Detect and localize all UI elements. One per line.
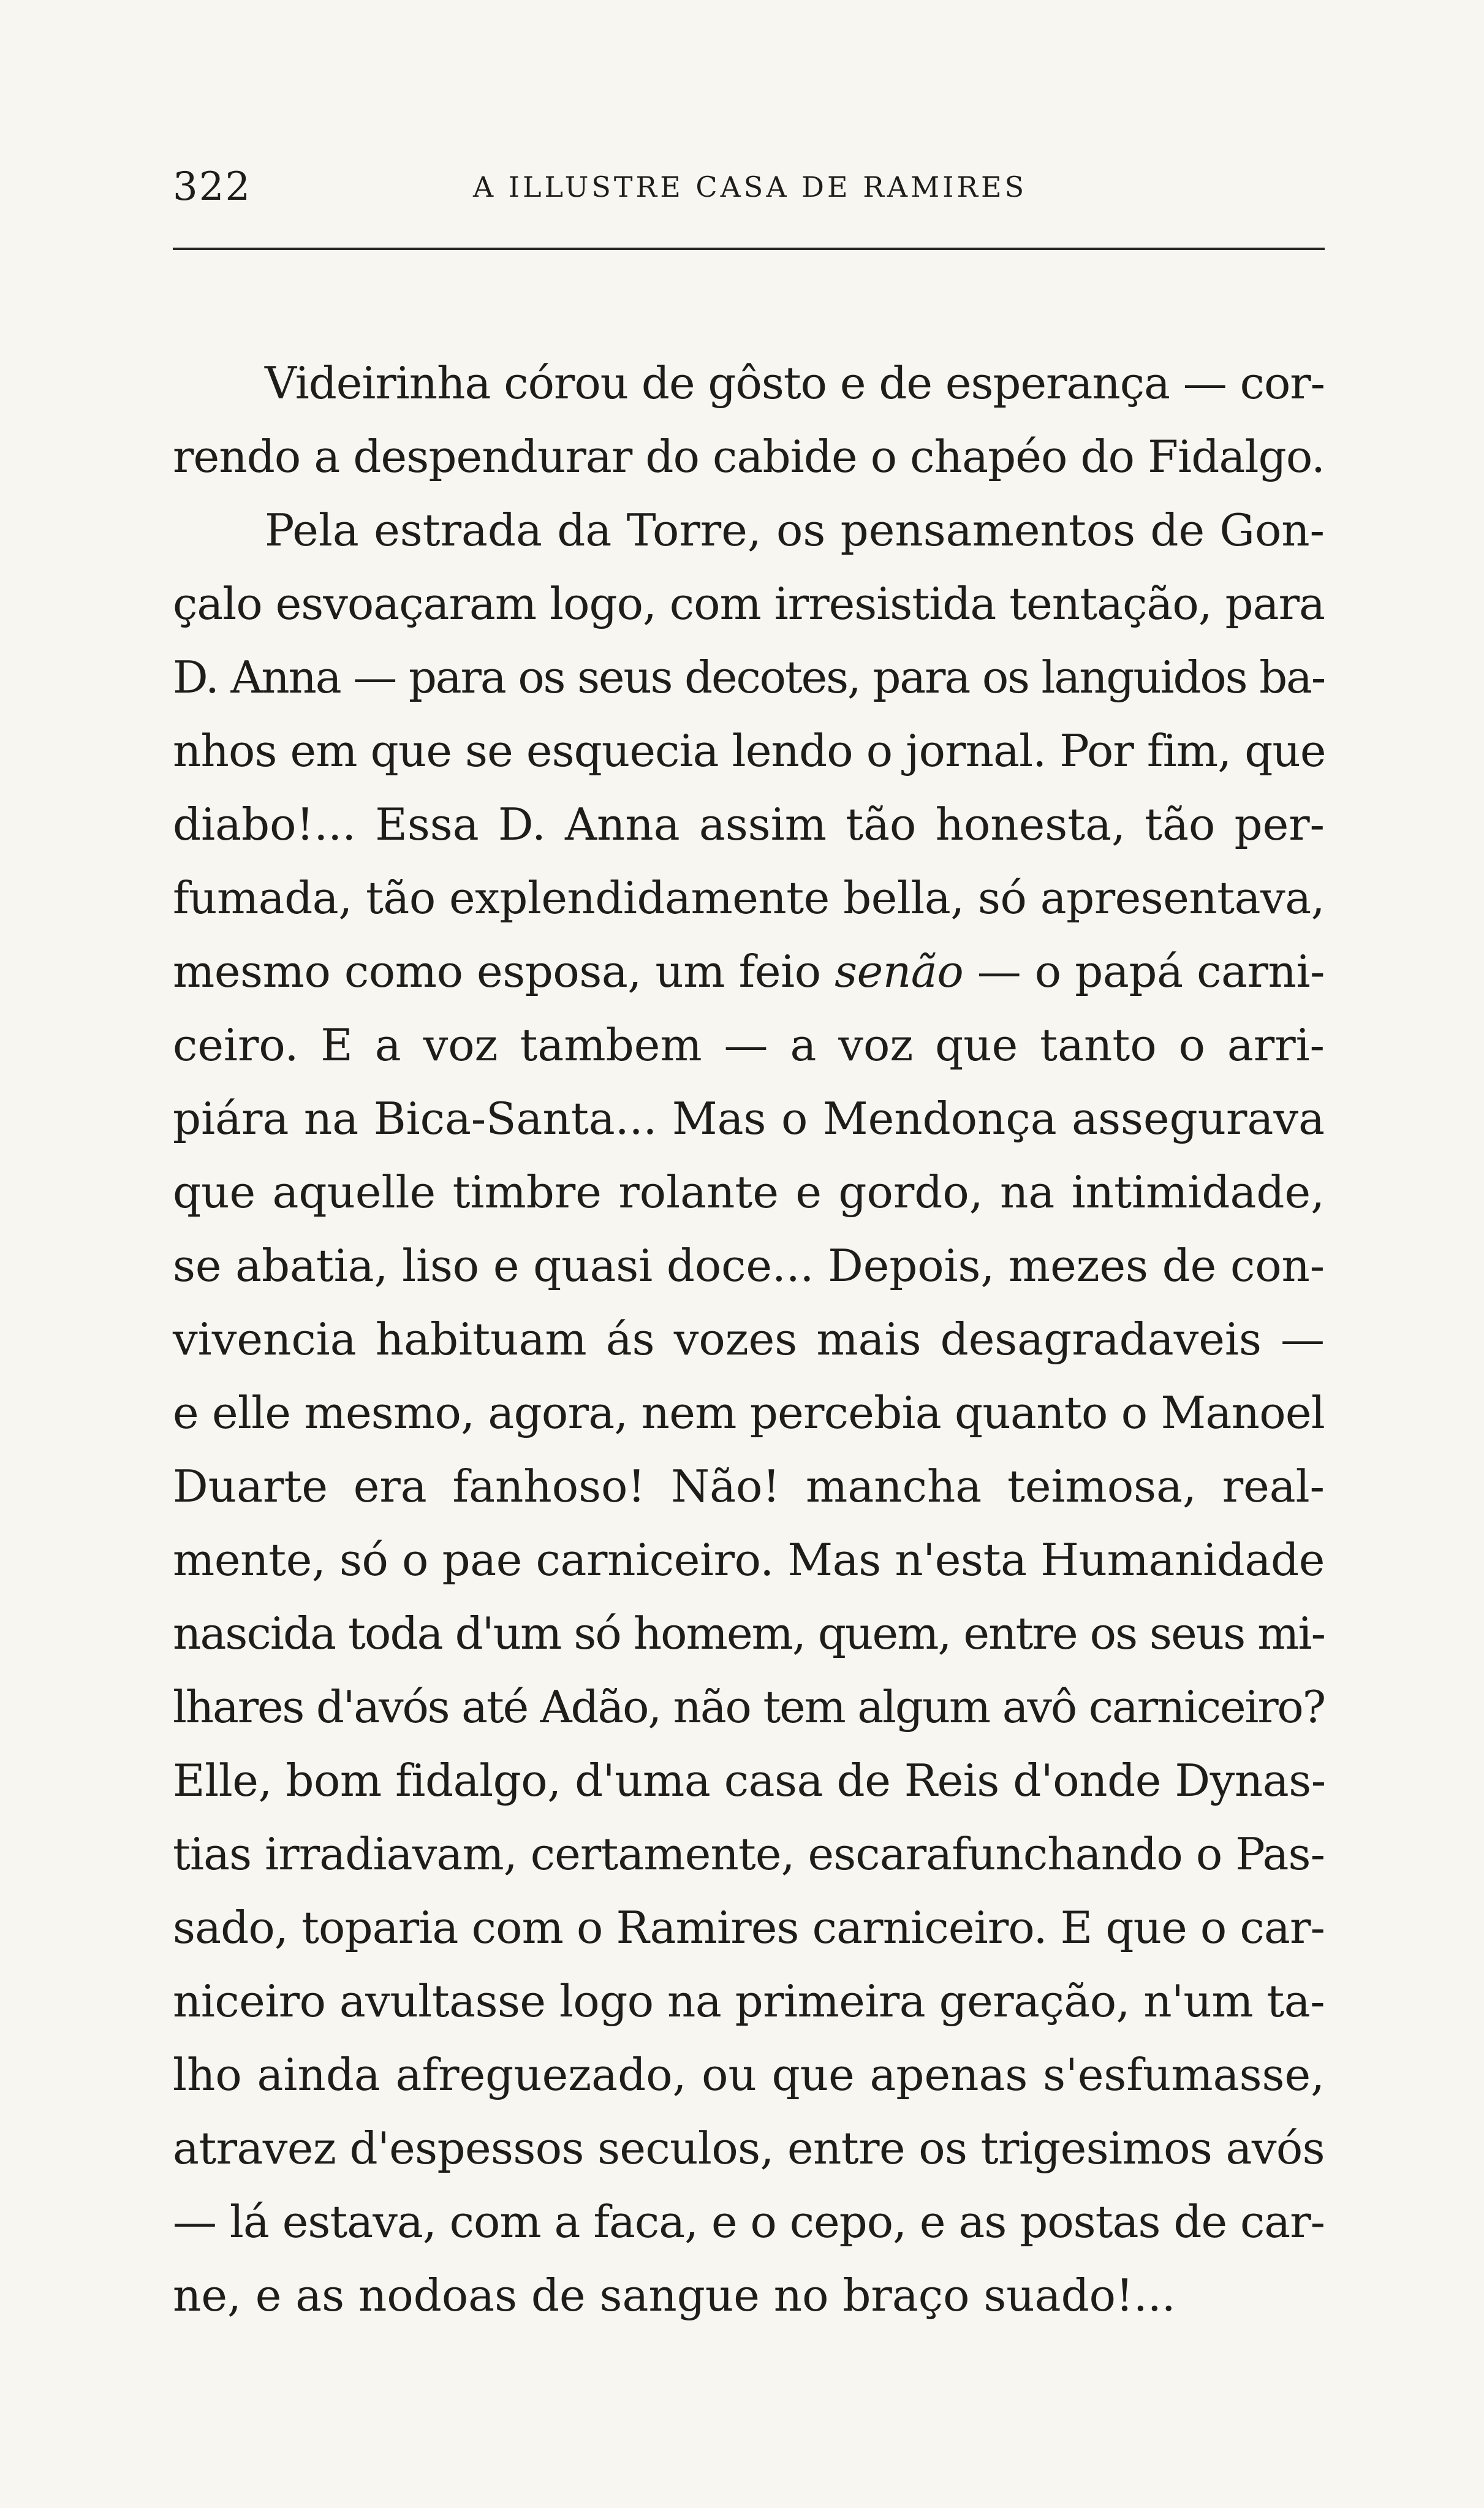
text-line [173, 1523, 1325, 1597]
text-segment: Pela estrada da Torre, os pensamentos de Gon- [265, 504, 1325, 556]
page-number: 322 [173, 164, 252, 210]
text-line [173, 493, 1325, 567]
text-line [173, 788, 1325, 861]
running-title: A ILLUSTRE CASA DE RAMIRES [473, 170, 1028, 203]
text-segment: tias irradiavam, certamente, escarafunchando o Pas- [173, 1828, 1325, 1880]
text-segment: piára na Bica-Santa... Mas o Mendonça assegurava [173, 1093, 1325, 1144]
text-line [173, 346, 1325, 420]
text-segment: nhos em que se esquecia lendo o jornal. Por fim, que [173, 725, 1326, 777]
text-line [173, 1008, 1325, 1082]
text-segment: nascida toda d'um só homem, quem, entre os seus mi- [173, 1608, 1325, 1659]
text-line [173, 1964, 1325, 2038]
text-segment: lho ainda afreguezado, ou que apenas s'esfumasse, [173, 2049, 1325, 2100]
text-line [173, 1670, 1325, 1744]
text-line [173, 1817, 1325, 1891]
text-segment: ne, e as nodoas de sangue no braço suado!... [173, 2270, 1176, 2321]
italic-word: senão [835, 946, 964, 997]
text-line [173, 935, 1325, 1008]
text-segment: — o papá carni- [963, 946, 1325, 997]
text-line [173, 1744, 1325, 1817]
text-segment: lhares d'avós até Adão, não tem algum avô carniceiro? [173, 1681, 1325, 1733]
text-segment: que aquelle timbre rolante e gordo, na intimidade, [173, 1166, 1325, 1218]
body-text [173, 346, 1325, 2332]
text-line [173, 2259, 1325, 2332]
text-segment: e elle mesmo, agora, nem percebia quanto o Manoel [173, 1387, 1325, 1438]
text-segment: se abatia, liso e quasi doce... Depois, mezes de con- [173, 1240, 1325, 1291]
text-segment: çalo esvoaçaram logo, com irresistida tentação, para [173, 578, 1325, 629]
text-line [173, 714, 1325, 788]
text-line [173, 1302, 1325, 1376]
text-segment: niceiro avultasse logo na primeira geração, n'um ta- [173, 1975, 1325, 2027]
text-segment: Duarte era fanhoso! Não! mancha teimosa, real- [173, 1461, 1325, 1512]
text-line [173, 640, 1325, 714]
text-line [173, 2185, 1325, 2259]
text-segment: Elle, bom fidalgo, d'uma casa de Reis d'onde Dynas- [173, 1755, 1326, 1806]
text-segment: fumada, tão explendidamente bella, só apresentava, [173, 872, 1325, 924]
page-header [173, 164, 1325, 219]
text-segment: — lá estava, com a faca, e o cepo, e as postas de car- [173, 2196, 1325, 2248]
text-line [173, 1450, 1325, 1523]
text-line [173, 1155, 1325, 1229]
text-line [173, 1597, 1325, 1670]
text-segment: mente, só o pae carniceiro. Mas n'esta Humanidade [173, 1534, 1325, 1586]
text-segment: vivencia habituam ás vozes mais desagradaveis — [173, 1313, 1325, 1365]
header-rule [173, 248, 1325, 250]
text-segment: atravez d'espessos seculos, entre os trigesimos avós [173, 2122, 1325, 2174]
text-segment: ceiro. E a voz tambem — a voz que tanto o arri- [173, 1019, 1325, 1071]
text-segment: sado, toparia com o Ramires carniceiro. E que o car- [173, 1902, 1325, 1953]
text-line [173, 567, 1325, 640]
text-line [173, 2038, 1325, 2111]
text-line [173, 420, 1325, 493]
text-line [173, 2111, 1325, 2185]
text-segment: Videirinha córou de gôsto e de esperança — cor- [265, 357, 1325, 409]
text-segment: mesmo como esposa, um feio [173, 946, 835, 997]
text-line [173, 1891, 1325, 1964]
text-line [173, 1229, 1325, 1302]
text-line [173, 1376, 1325, 1450]
text-segment: rendo a despendurar do cabide o chapéo do Fidalgo. [173, 431, 1325, 482]
text-segment: diabo!... Essa D. Anna assim tão honesta, tão per- [173, 799, 1325, 850]
text-segment: D. Anna — para os seus decotes, para os languidos ba- [173, 652, 1325, 703]
text-line [173, 861, 1325, 935]
text-line [173, 1082, 1325, 1155]
